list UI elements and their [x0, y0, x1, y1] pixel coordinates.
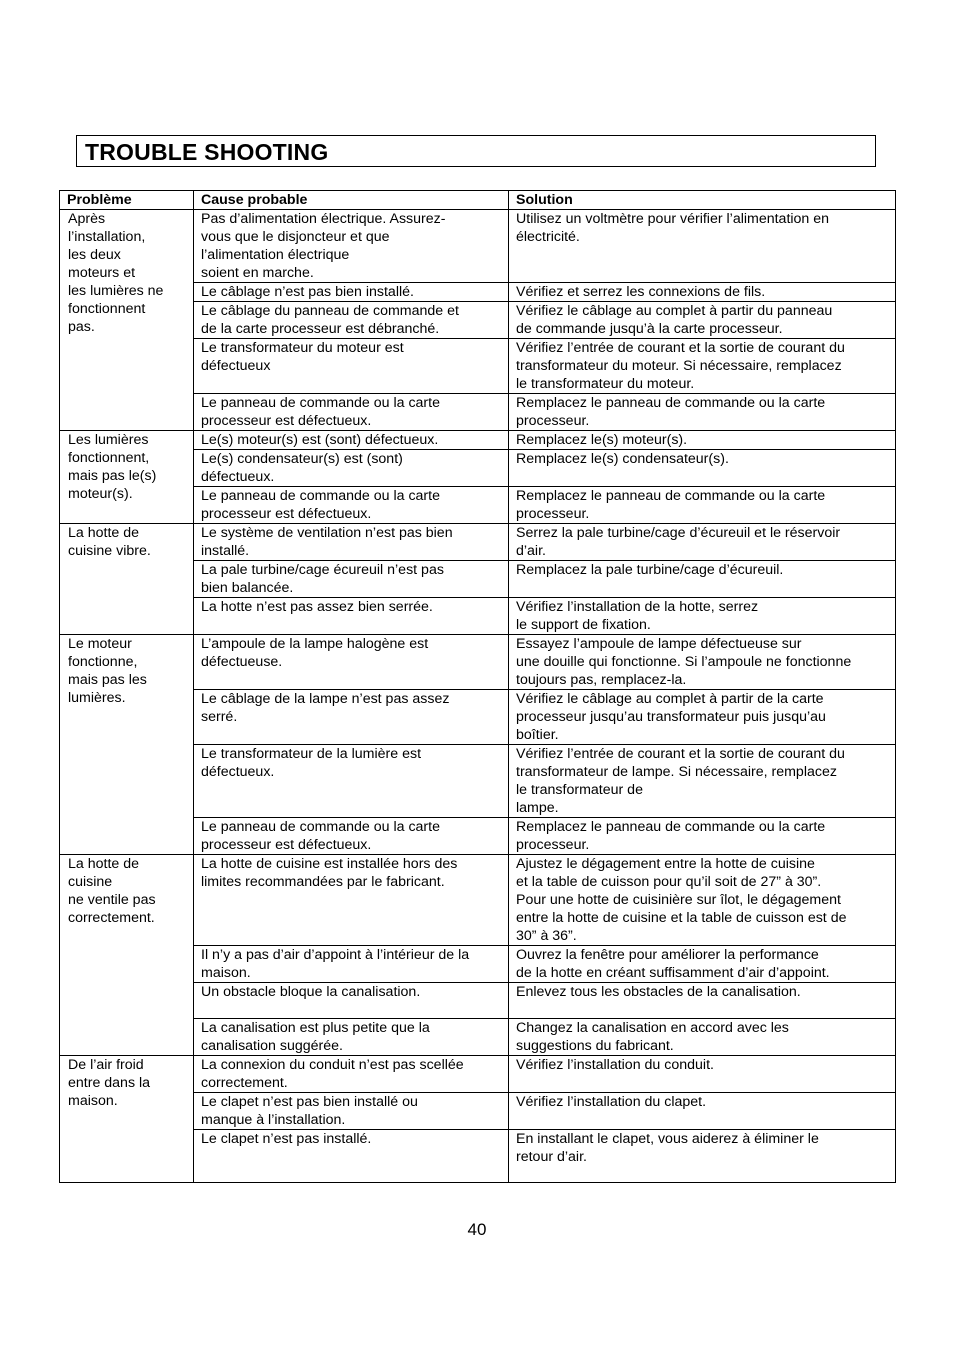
solution-cell: En installant le clapet, vous aiderez à éliminer le retour d’air.	[509, 1130, 896, 1183]
solution-cell: Vérifiez et serrez les connexions de fils.	[509, 283, 896, 302]
solution-cell: Remplacez la pale turbine/cage d’écureuil.	[509, 561, 896, 598]
cause-cell: Le panneau de commande ou la carte processeur est défectueux.	[194, 394, 509, 431]
cause-cell: Un obstacle bloque la canalisation.	[194, 983, 509, 1019]
table-row	[60, 1056, 896, 1093]
cause-cell: La connexion du conduit n’est pas scellée correctement.	[194, 1056, 509, 1093]
header-solution: Solution	[509, 191, 896, 210]
page-number: 40	[467, 1220, 487, 1239]
cause-cell: Le clapet n’est pas bien installé ou manque à l’installation.	[194, 1093, 509, 1130]
cause-cell: Le système de ventilation n’est pas bien installé.	[194, 524, 509, 561]
cause-cell: Le transformateur de la lumière est défectueux.	[194, 745, 509, 818]
page-title: TROUBLE SHOOTING	[85, 139, 329, 165]
solution-cell: Essayez l’ampoule de lampe défectueuse sur une douille qui fonctionne. Si l’ampoule ne fonctionne toujours pas, remplacez-la.	[509, 635, 896, 690]
cause-cell: Le clapet n’est pas installé.	[194, 1130, 509, 1183]
solution-cell: Vérifiez l’installation du clapet.	[509, 1093, 896, 1130]
cause-cell: Il n’y a pas d’air d’appoint à l’intérieur de la maison.	[194, 946, 509, 983]
problem-cell: Les lumières fonctionnent, mais pas le(s) moteur(s).	[60, 431, 194, 524]
solution-cell: Remplacez le panneau de commande ou la carte processeur.	[509, 487, 896, 524]
solution-cell: Vérifiez l’installation du conduit.	[509, 1056, 896, 1093]
cause-cell: Le(s) condensateur(s) est (sont) défectueux.	[194, 450, 509, 487]
cause-cell: Le câblage n’est pas bien installé.	[194, 283, 509, 302]
solution-cell: Vérifiez l’entrée de courant et la sortie de courant du transformateur du moteur. Si nécessaire, remplacez le transformateur du moteur.	[509, 339, 896, 394]
problem-cell: La hotte de cuisine vibre.	[60, 524, 194, 635]
cause-cell: La pale turbine/cage écureuil n’est pas bien balancée.	[194, 561, 509, 598]
table-header-row	[60, 191, 896, 210]
table-row	[60, 635, 896, 690]
solution-cell: Changez la canalisation en accord avec les suggestions du fabricant.	[509, 1019, 896, 1056]
table-row	[60, 210, 896, 283]
cause-cell: Le panneau de commande ou la carte processeur est défectueux.	[194, 487, 509, 524]
title-box	[76, 135, 876, 167]
table-row	[60, 524, 896, 561]
solution-cell: Utilisez un voltmètre pour vérifier l’alimentation en électricité.	[509, 210, 896, 283]
cause-cell: La hotte n’est pas assez bien serrée.	[194, 598, 509, 635]
troubleshooting-table	[59, 190, 896, 1183]
cause-cell: Pas d’alimentation électrique. Assurez- vous que le disjoncteur et que l’alimentation électrique soient en marche.	[194, 210, 509, 283]
problem-cell: Le moteur fonctionne, mais pas les lumières.	[60, 635, 194, 855]
solution-cell: Ouvrez la fenêtre pour améliorer la performance de la hotte en créant suffisamment d’air d’appoint.	[509, 946, 896, 983]
cause-cell: La canalisation est plus petite que la canalisation suggérée.	[194, 1019, 509, 1056]
cause-cell: Le câblage de la lampe n’est pas assez serré.	[194, 690, 509, 745]
solution-cell: Serrez la pale turbine/cage d’écureuil et le réservoir d’air.	[509, 524, 896, 561]
solution-cell: Vérifiez le câblage au complet à partir du panneau de commande jusqu’à la carte processeur.	[509, 302, 896, 339]
solution-cell: Ajustez le dégagement entre la hotte de cuisine et la table de cuisson pour qu’il soit de 27” à 30”. Pour une hotte de cuisinière sur îlot, le dégagement entre la hotte de cuisine et la table de cuisson est de 30” à 36”.	[509, 855, 896, 946]
solution-cell: Vérifiez le câblage au complet à partir de la carte processeur jusqu’au transformateur puis jusqu’au boîtier.	[509, 690, 896, 745]
cause-cell: Le câblage du panneau de commande et de la carte processeur est débranché.	[194, 302, 509, 339]
cause-cell: Le transformateur du moteur est défectueux	[194, 339, 509, 394]
problem-cell: De l’air froid entre dans la maison.	[60, 1056, 194, 1183]
header-cause: Cause probable	[194, 191, 509, 210]
cause-cell: Le(s) moteur(s) est (sont) défectueux.	[194, 431, 509, 450]
solution-cell: Remplacez le panneau de commande ou la carte processeur.	[509, 394, 896, 431]
table-row	[60, 855, 896, 946]
table-row	[60, 431, 896, 450]
cause-cell: Le panneau de commande ou la carte processeur est défectueux.	[194, 818, 509, 855]
cause-cell: L’ampoule de la lampe halogène est défectueuse.	[194, 635, 509, 690]
problem-cell: La hotte de cuisine ne ventile pas correctement.	[60, 855, 194, 1056]
solution-cell: Remplacez le(s) condensateur(s).	[509, 450, 896, 487]
solution-cell: Enlevez tous les obstacles de la canalisation.	[509, 983, 896, 1019]
solution-cell: Vérifiez l’entrée de courant et la sortie de courant du transformateur de lampe. Si nécessaire, remplacez le transformateur de lampe.	[509, 745, 896, 818]
cause-cell: La hotte de cuisine est installée hors des limites recommandées par le fabricant.	[194, 855, 509, 946]
solution-cell: Remplacez le panneau de commande ou la carte processeur.	[509, 818, 896, 855]
solution-cell: Remplacez le(s) moteur(s).	[509, 431, 896, 450]
solution-cell: Vérifiez l’installation de la hotte, serrez le support de fixation.	[509, 598, 896, 635]
header-probleme: Problème	[60, 191, 194, 210]
problem-cell: Après l’installation, les deux moteurs et les lumières ne fonctionnent pas.	[60, 210, 194, 431]
